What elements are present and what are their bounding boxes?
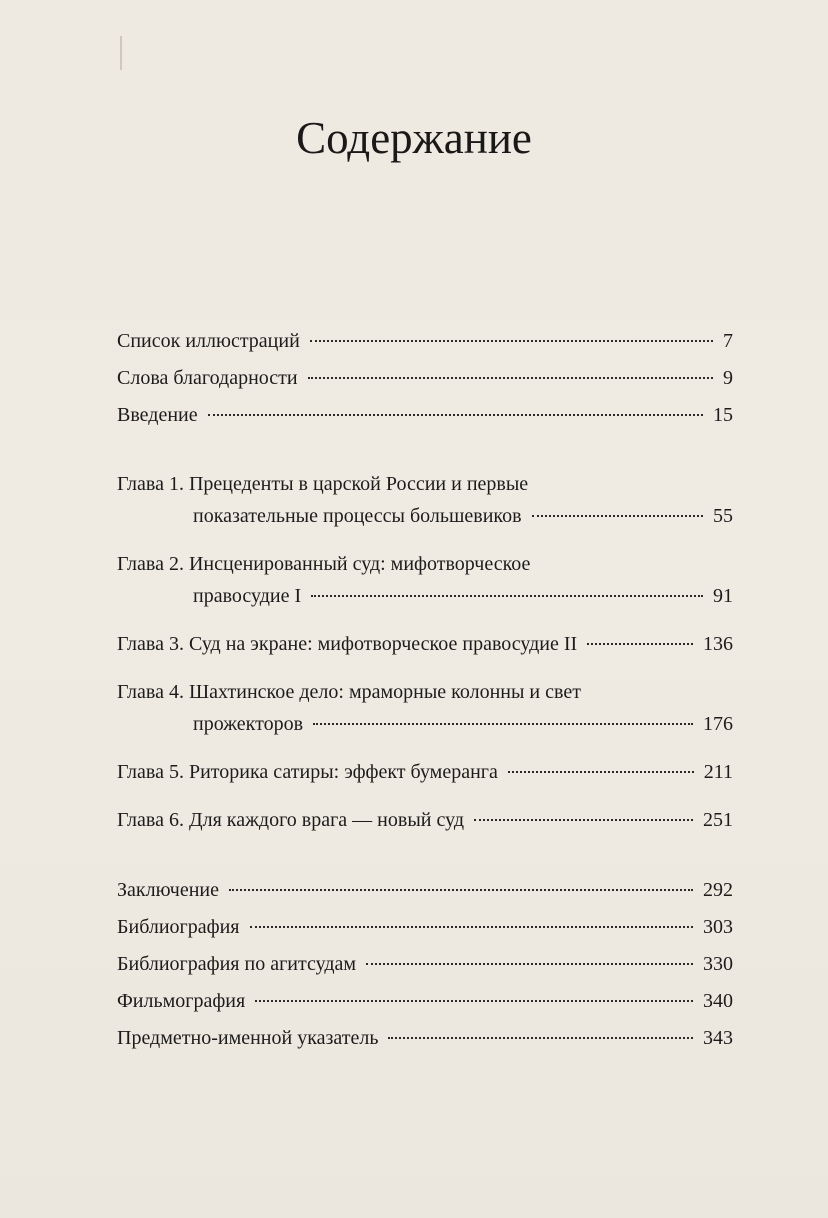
- toc-entry-page: 136: [703, 633, 733, 655]
- dot-leader: [310, 340, 713, 342]
- toc-entry-page: 251: [703, 809, 733, 831]
- toc-entry-page: 340: [703, 990, 733, 1012]
- toc-entry-page: 303: [703, 916, 733, 938]
- toc-entry: [117, 628, 733, 660]
- toc-entry-label: Предметно-именной указатель: [117, 1027, 379, 1049]
- toc-entry: [117, 1020, 733, 1057]
- toc-entry: [117, 397, 733, 434]
- chapter-title: Глава 6. Для каждого врага — новый суд: [117, 809, 465, 831]
- dot-leader: [474, 819, 693, 821]
- toc-entry: [117, 909, 733, 946]
- dot-leader: [532, 515, 703, 517]
- toc-entry-label: Введение: [117, 404, 198, 426]
- toc-entry-label: Фильмография: [117, 990, 246, 1012]
- toc-entry: [117, 323, 733, 360]
- page-title: Содержание: [296, 113, 532, 163]
- toc-entry: [117, 500, 733, 532]
- toc-entry-page: 91: [713, 585, 733, 607]
- toc-entry-label: Заключение: [117, 879, 219, 901]
- toc-entry-page: 55: [713, 505, 733, 527]
- toc-entry: [117, 872, 733, 909]
- dot-leader: [388, 1037, 693, 1039]
- toc-front-matter: [117, 323, 733, 434]
- toc-entry-page: 330: [703, 953, 733, 975]
- toc-entry: [117, 756, 733, 788]
- toc-entry: [117, 946, 733, 983]
- toc-entry: [117, 983, 733, 1020]
- chapter-entry: [117, 804, 733, 836]
- toc-entry: [117, 580, 733, 612]
- dot-leader: [208, 414, 703, 416]
- dot-leader: [311, 595, 703, 597]
- toc-back-matter: [117, 872, 733, 1057]
- bleed-through-rule: [120, 36, 122, 70]
- dot-leader: [250, 926, 694, 928]
- dot-leader: [587, 643, 693, 645]
- chapter-entry: [117, 628, 733, 660]
- toc-entry-label: Библиография: [117, 916, 240, 938]
- dot-leader: [366, 963, 693, 965]
- toc-entry-page: 7: [723, 330, 733, 352]
- toc-entry: [117, 708, 733, 740]
- dot-leader: [313, 723, 693, 725]
- chapter-title-line-1: Глава 4. Шахтинское дело: мраморные колонны и свет: [117, 681, 581, 703]
- chapter-title-line-1: Глава 2. Инсценированный суд: мифотворческое: [117, 553, 531, 575]
- toc-entry-label: Библиография по агитсудам: [117, 953, 357, 975]
- chapter-title: Глава 5. Риторика сатиры: эффект бумеранга: [117, 761, 498, 783]
- toc-entry-page: 176: [703, 713, 733, 735]
- chapter-entry: [117, 676, 733, 740]
- toc-entry: [117, 360, 733, 397]
- dot-leader: [508, 771, 694, 773]
- chapter-entry: [117, 548, 733, 612]
- table-of-contents: [117, 323, 733, 1057]
- toc-chapters: [117, 468, 733, 836]
- section-spacer: [117, 852, 733, 872]
- toc-entry-page: 15: [713, 404, 733, 426]
- dot-leader: [255, 1000, 693, 1002]
- section-spacer: [117, 434, 733, 468]
- chapter-entry: [117, 756, 733, 788]
- chapter-entry: [117, 468, 733, 532]
- toc-entry: [117, 804, 733, 836]
- toc-entry-page: 211: [703, 761, 733, 783]
- toc-entry-page: 343: [703, 1027, 733, 1049]
- chapter-title-line-1: Глава 1. Прецеденты в царской России и первые: [117, 473, 529, 495]
- toc-entry-page: 292: [703, 879, 733, 901]
- toc-entry-page: 9: [723, 367, 733, 389]
- chapter-title-line-2: правосудие I: [193, 585, 302, 607]
- toc-entry-label: Слова благодарности: [117, 367, 298, 389]
- toc-entry-label: Список иллюстраций: [117, 330, 300, 352]
- chapter-title-line-2: показательные процессы большевиков: [193, 505, 522, 527]
- chapter-title: Глава 3. Суд на экране: мифотворческое правосудие II: [117, 633, 578, 655]
- dot-leader: [229, 889, 693, 891]
- dot-leader: [308, 377, 713, 379]
- chapter-title-line-2: прожекторов: [193, 713, 304, 735]
